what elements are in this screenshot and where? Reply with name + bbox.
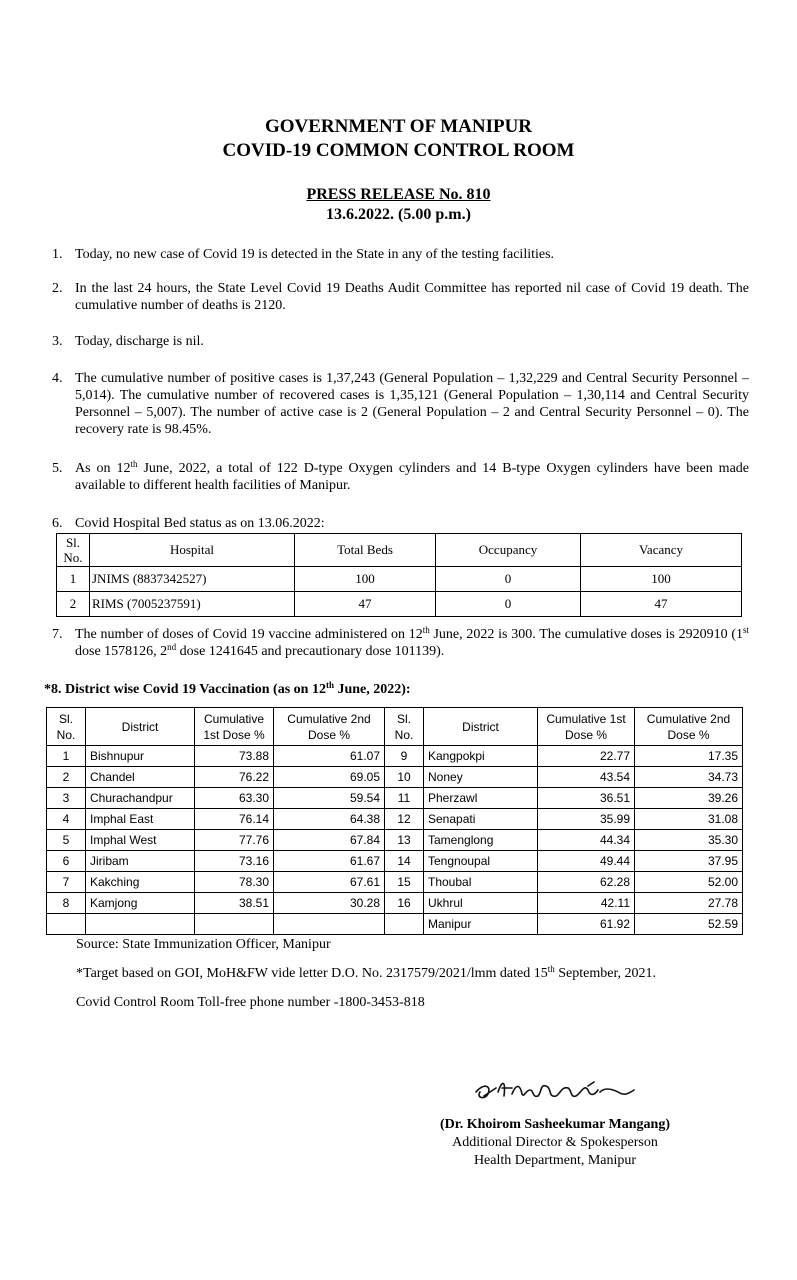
item-number: 6. xyxy=(52,516,63,531)
cell-empty xyxy=(274,914,385,935)
item-number: 1. xyxy=(52,247,63,262)
cell-sl-b: 14 xyxy=(385,851,424,872)
cell-dose2: 67.61 xyxy=(274,872,385,893)
cell-district-b: Senapati xyxy=(424,809,538,830)
cell-dose1: 63.30 xyxy=(195,788,274,809)
release-heading xyxy=(0,185,797,225)
cell-dose2: 69.05 xyxy=(274,767,385,788)
cell-dose1-b: 42.11 xyxy=(538,893,635,914)
cell-sl: 1 xyxy=(47,746,86,767)
hospital-bed-table xyxy=(56,533,742,617)
release-date: 13.6.2022. (5.00 p.m.) xyxy=(326,206,471,223)
cell-dose2: 59.54 xyxy=(274,788,385,809)
table-row xyxy=(47,767,743,788)
cell-dose1-b: 35.99 xyxy=(538,809,635,830)
cell-vacancy: 100 xyxy=(581,567,742,592)
cell-dose2-b: 17.35 xyxy=(635,746,743,767)
cell-dose1-b: 44.34 xyxy=(538,830,635,851)
cell-empty xyxy=(385,914,424,935)
header-line-1: GOVERNMENT OF MANIPUR xyxy=(264,116,533,137)
col-total-beds: Total Beds xyxy=(295,534,436,567)
document-header xyxy=(0,115,797,163)
cell-dose2-b: 39.26 xyxy=(635,788,743,809)
cell-dose2-b: 52.00 xyxy=(635,872,743,893)
cell-vacancy: 47 xyxy=(581,592,742,617)
col-occupancy: Occupancy xyxy=(436,534,581,567)
target-note: *Target based on GOI, MoH&FW vide letter D.O. No. 2317579/2021/lmm dated 15th September, 2021. xyxy=(76,964,657,981)
item-text: The cumulative number of positive cases is 1,37,243 (General Population – 1,32,229 and Central Security Personnel – 5,014). The cumulative number of recovered cases is 1,35,121 (General Population – 1,30,114 and Central Security Personnel – 5,007). The number of active case is 2 (General Population – 2 and Central Security Personnel – 0). The recovery rate is 98.45%. xyxy=(75,371,749,437)
item-text: The number of doses of Covid 19 vaccine administered on 12th June, 2022 is 300. The cumulative doses is 2920910 (1st dose 1578126, 2nd dose 1241645 and precautionary dose 101139). xyxy=(75,625,750,659)
cell-district-b: Ukhrul xyxy=(424,893,538,914)
col-sl-no: Sl. No. xyxy=(57,534,90,567)
cell-total-dose2: 52.59 xyxy=(635,914,743,935)
cell-dose1: 76.22 xyxy=(195,767,274,788)
signature-image xyxy=(468,1070,638,1110)
cell-dose1: 73.16 xyxy=(195,851,274,872)
cell-district: Kakching xyxy=(86,872,195,893)
item-number: 2. xyxy=(52,281,63,296)
table-row xyxy=(47,893,743,914)
cell-district: Chandel xyxy=(86,767,195,788)
cell-sl-b: 13 xyxy=(385,830,424,851)
cell-empty xyxy=(86,914,195,935)
table-row xyxy=(47,788,743,809)
col-sl-no: Sl. No. xyxy=(47,708,86,746)
cell-district: Bishnupur xyxy=(86,746,195,767)
item-text: Today, discharge is nil. xyxy=(75,334,204,349)
table-total-row xyxy=(47,914,743,935)
cell-sl-b: 9 xyxy=(385,746,424,767)
table-row xyxy=(47,809,743,830)
signatory-title: Additional Director & Spokesperson xyxy=(452,1135,658,1150)
col-district-b: District xyxy=(424,708,538,746)
col-dose2: Cumulative 2nd Dose % xyxy=(274,708,385,746)
col-dose1: Cumulative 1st Dose % xyxy=(195,708,274,746)
cell-sl: 6 xyxy=(47,851,86,872)
section-8-heading: *8. District wise Covid 19 Vaccination (as on 12th June, 2022): xyxy=(44,680,411,697)
source-note: Source: State Immunization Officer, Manipur xyxy=(76,937,331,952)
cell-empty xyxy=(47,914,86,935)
item-text: In the last 24 hours, the State Level Covid 19 Deaths Audit Committee has reported nil case of Covid 19 death. The cumulative number of deaths is 2120. xyxy=(75,281,749,313)
cell-sl: 4 xyxy=(47,809,86,830)
cell-hospital: RIMS (7005237591) xyxy=(90,592,295,617)
cell-dose1-b: 43.54 xyxy=(538,767,635,788)
cell-district-b: Noney xyxy=(424,767,538,788)
cell-district: Jiribam xyxy=(86,851,195,872)
cell-district-b: Pherzawl xyxy=(424,788,538,809)
cell-dose1: 73.88 xyxy=(195,746,274,767)
cell-district: Imphal East xyxy=(86,809,195,830)
cell-dose1-b: 36.51 xyxy=(538,788,635,809)
item-text: As on 12th June, 2022, a total of 122 D-type Oxygen cylinders and 14 B-type Oxygen cylinders have been made available to different health facilities of Manipur. xyxy=(75,459,749,493)
item-number: 7. xyxy=(52,627,63,642)
col-district: District xyxy=(86,708,195,746)
col-hospital: Hospital xyxy=(90,534,295,567)
cell-empty xyxy=(195,914,274,935)
cell-dose1-b: 62.28 xyxy=(538,872,635,893)
cell-dose2: 61.67 xyxy=(274,851,385,872)
cell-sl-b: 10 xyxy=(385,767,424,788)
cell-sl: 2 xyxy=(47,767,86,788)
table-row xyxy=(47,830,743,851)
cell-district-b: Tengnoupal xyxy=(424,851,538,872)
item-number: 4. xyxy=(52,371,63,386)
cell-sl-b: 12 xyxy=(385,809,424,830)
header-line-2: COVID-19 COMMON CONTROL ROOM xyxy=(222,140,575,161)
cell-district: Churachandpur xyxy=(86,788,195,809)
cell-dose1: 38.51 xyxy=(195,893,274,914)
cell-dose1: 78.30 xyxy=(195,872,274,893)
cell-sl: 1 xyxy=(57,567,90,592)
item-number: 3. xyxy=(52,334,63,349)
table-row xyxy=(57,592,742,617)
signatory-name: (Dr. Khoirom Sasheekumar Mangang) xyxy=(440,1117,670,1132)
cell-sl: 5 xyxy=(47,830,86,851)
cell-total-dose1: 61.92 xyxy=(538,914,635,935)
cell-sl: 7 xyxy=(47,872,86,893)
cell-dose2-b: 31.08 xyxy=(635,809,743,830)
cell-dose1-b: 22.77 xyxy=(538,746,635,767)
col-sl-no-b: Sl. No. xyxy=(385,708,424,746)
cell-occupancy: 0 xyxy=(436,592,581,617)
cell-sl: 2 xyxy=(57,592,90,617)
table-header-row xyxy=(47,708,743,746)
table-header-row xyxy=(57,534,742,567)
cell-district-b: Thoubal xyxy=(424,872,538,893)
cell-district: Imphal West xyxy=(86,830,195,851)
toll-free-note: Covid Control Room Toll-free phone number -1800-3453-818 xyxy=(76,995,425,1010)
cell-sl-b: 15 xyxy=(385,872,424,893)
cell-dose2-b: 35.30 xyxy=(635,830,743,851)
signatory-department: Health Department, Manipur xyxy=(473,1153,637,1168)
table-row xyxy=(47,851,743,872)
item-text: Today, no new case of Covid 19 is detected in the State in any of the testing facilities. xyxy=(75,247,555,262)
item-number: 5. xyxy=(52,461,63,476)
cell-sl-b: 11 xyxy=(385,788,424,809)
district-vaccination-table xyxy=(46,707,743,935)
cell-dose2: 61.07 xyxy=(274,746,385,767)
table-row xyxy=(47,746,743,767)
cell-dose2: 64.38 xyxy=(274,809,385,830)
cell-dose1: 76.14 xyxy=(195,809,274,830)
cell-occupancy: 0 xyxy=(436,567,581,592)
release-number: PRESS RELEASE No. 810 xyxy=(306,186,491,203)
cell-sl: 8 xyxy=(47,893,86,914)
cell-dose2-b: 34.73 xyxy=(635,767,743,788)
cell-sl-b: 16 xyxy=(385,893,424,914)
cell-dose2-b: 37.95 xyxy=(635,851,743,872)
cell-dose2: 30.28 xyxy=(274,893,385,914)
cell-sl: 3 xyxy=(47,788,86,809)
cell-dose2-b: 27.78 xyxy=(635,893,743,914)
cell-district: Kamjong xyxy=(86,893,195,914)
cell-dose1: 77.76 xyxy=(195,830,274,851)
cell-dose2: 67.84 xyxy=(274,830,385,851)
cell-total: 100 xyxy=(295,567,436,592)
item-text: Covid Hospital Bed status as on 13.06.2022: xyxy=(75,516,325,531)
cell-total: 47 xyxy=(295,592,436,617)
cell-hospital: JNIMS (8837342527) xyxy=(90,567,295,592)
cell-district-b: Tamenglong xyxy=(424,830,538,851)
table-row xyxy=(47,872,743,893)
cell-dose1-b: 49.44 xyxy=(538,851,635,872)
col-dose2-b: Cumulative 2nd Dose % xyxy=(635,708,743,746)
cell-total-district: Manipur xyxy=(424,914,538,935)
col-dose1-b: Cumulative 1st Dose % xyxy=(538,708,635,746)
col-vacancy: Vacancy xyxy=(581,534,742,567)
cell-district-b: Kangpokpi xyxy=(424,746,538,767)
table-row xyxy=(57,567,742,592)
